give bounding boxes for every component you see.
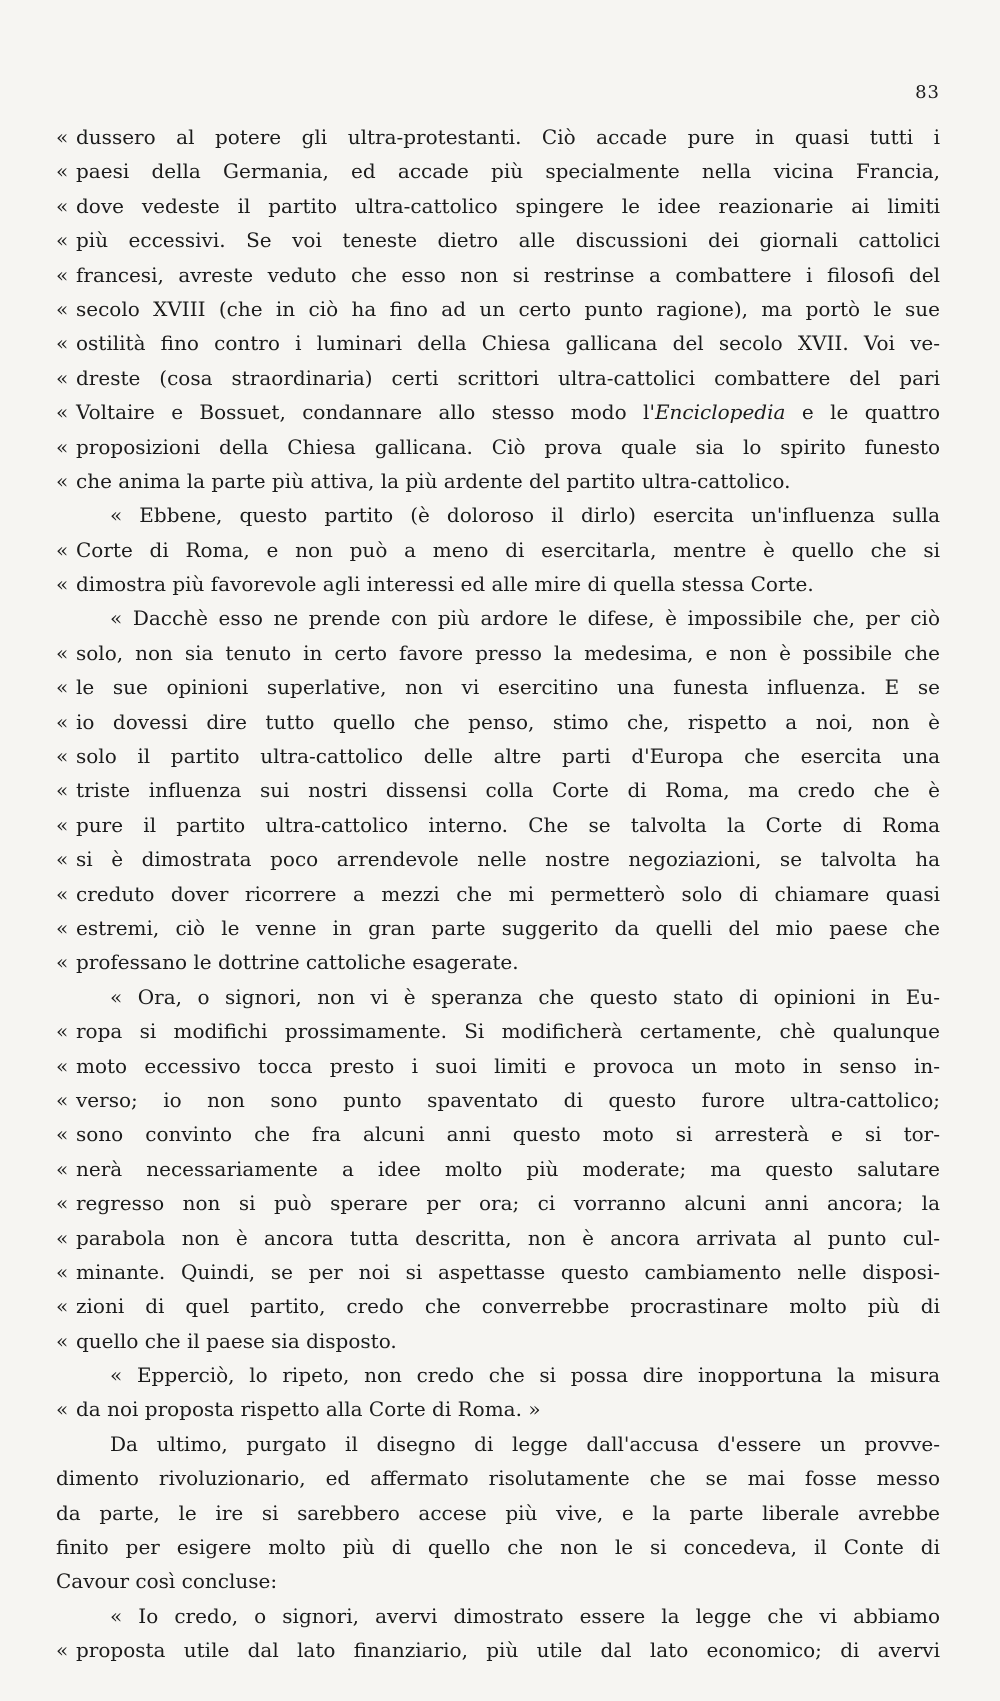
text-line <box>0 223 1000 257</box>
quote-mark: « <box>56 365 69 390</box>
text-line <box>0 361 1000 395</box>
line-text: creduto dover ricorrere a mezzi che mi permetterò solo di chiamare quasi <box>76 881 940 906</box>
text-line <box>0 1427 1000 1461</box>
quote-mark: « <box>56 812 69 837</box>
line-text: solo, non sia tenuto in certo favore presso la medesima, e non è possibile che <box>76 640 940 665</box>
quote-mark: « <box>56 1259 69 1284</box>
text-line <box>0 1255 1000 1289</box>
quote-mark: « <box>56 778 69 803</box>
line-text: più eccessivi. Se voi teneste dietro alle discussioni dei giornali cattolici <box>76 228 940 253</box>
quote-mark: « <box>56 847 69 872</box>
line-text: dove vedeste il partito ultra-cattolico spingere le idee reazionarie ai limiti <box>76 193 940 218</box>
line-text-part: e le quattro <box>785 400 940 425</box>
text-line <box>0 292 1000 326</box>
quote-mark: « <box>56 1225 69 1250</box>
quote-mark: « <box>56 1156 69 1181</box>
quote-mark: « <box>56 1087 69 1112</box>
line-text: proposizioni della Chiesa gallicana. Ciò prova quale sia lo spirito funesto <box>76 434 940 459</box>
line-text: « Ebbene, questo partito (è doloroso il dirlo) esercita un'influenza sulla <box>110 503 940 528</box>
line-text: quello che il paese sia disposto. <box>76 1328 397 1353</box>
text-line <box>0 1461 1000 1495</box>
line-text: « Ora, o signori, non vi è speranza che questo stato di opinioni in Eu- <box>110 984 940 1009</box>
quote-mark: « <box>56 331 69 356</box>
line-text: francesi, avreste veduto che esso non si restrinse a combattere i filosofi del <box>76 262 940 287</box>
quote-mark: « <box>56 1053 69 1078</box>
line-text: pure il partito ultra-cattolico interno. Che se talvolta la Corte di Roma <box>76 812 940 837</box>
text-line <box>0 1221 1000 1255</box>
line-text: dimento rivoluzionario, ed affermato risolutamente che se mai fosse messo <box>56 1466 940 1491</box>
quote-mark: « <box>56 1122 69 1147</box>
text-line <box>0 670 1000 704</box>
quote-mark: « <box>56 950 69 975</box>
line-text: « Dacchè esso ne prende con più ardore le difese, è impossibile che, per ciò <box>110 606 940 631</box>
line-text <box>76 395 940 429</box>
line-text: finito per esigere molto più di quello che non le si concedeva, il Conte di <box>56 1535 940 1560</box>
line-text: che anima la parte più attiva, la più ardente del partito ultra-cattolico. <box>76 468 791 493</box>
body-text <box>0 120 1000 1668</box>
line-text: regresso non si può sperare per ora; ci vorranno alcuni anni ancora; la <box>76 1191 940 1216</box>
line-text: parabola non è ancora tutta descritta, non è ancora arrivata al punto cul- <box>76 1225 940 1250</box>
quote-mark: « <box>56 125 69 149</box>
text-line <box>0 1049 1000 1083</box>
line-text: moto eccessivo tocca presto i suoi limiti e provoca un moto in senso in- <box>76 1053 940 1078</box>
text-line <box>0 533 1000 567</box>
text-line <box>0 326 1000 360</box>
line-text: « Epperciò, lo ripeto, non credo che si possa dire inopportuna la misura <box>110 1363 940 1388</box>
text-line <box>0 739 1000 773</box>
text-line <box>0 1564 1000 1598</box>
line-text: paesi della Germania, ed accade più specialmente nella vicina Francia, <box>76 159 940 184</box>
line-text: da parte, le ire si sarebbero accese più vive, e la parte liberale avrebbe <box>56 1500 940 1525</box>
text-line <box>0 120 1000 154</box>
italic-title: Enciclopedia <box>654 400 786 425</box>
text-line <box>0 1083 1000 1117</box>
line-text: proposta utile dal lato finanziario, più utile dal lato economico; di avervi <box>76 1638 940 1663</box>
line-text: professano le dottrine cattoliche esagerate. <box>76 950 519 975</box>
quote-mark: « <box>56 1019 69 1044</box>
text-line <box>0 1324 1000 1358</box>
text-line <box>0 980 1000 1014</box>
line-text: da noi proposta rispetto alla Corte di Roma. » <box>76 1397 541 1422</box>
quote-mark: « <box>56 744 69 769</box>
text-line <box>0 395 1000 429</box>
text-line <box>0 911 1000 945</box>
text-line <box>0 1392 1000 1426</box>
text-line <box>0 464 1000 498</box>
quote-mark: « <box>56 193 69 218</box>
quote-mark: « <box>56 1328 69 1353</box>
line-text: ostilità fino contro i luminari della Chiesa gallicana del secolo XVII. Voi ve- <box>76 331 940 356</box>
line-text: solo il partito ultra-cattolico delle altre parti d'Europa che esercita una <box>76 744 940 769</box>
text-line <box>0 636 1000 670</box>
quote-mark: « <box>56 881 69 906</box>
quote-mark: « <box>56 640 69 665</box>
quote-mark: « <box>56 675 69 700</box>
line-text: io dovessi dire tutto quello che penso, stimo che, rispetto a noi, non è <box>76 709 940 734</box>
line-text: dreste (cosa straordinaria) certi scrittori ultra-cattolici combattere del pari <box>76 365 940 390</box>
line-text: triste influenza sui nostri dissensi colla Corte di Roma, ma credo che è <box>76 778 940 803</box>
line-text: minante. Quindi, se per noi si aspettasse questo cambiamento nelle disposi- <box>76 1259 940 1284</box>
text-line <box>0 1186 1000 1220</box>
quote-mark: « <box>56 915 69 940</box>
text-line <box>0 258 1000 292</box>
line-text: le sue opinioni superlative, non vi esercitino una funesta influenza. E se <box>76 675 940 700</box>
text-line <box>0 1117 1000 1151</box>
line-text: estremi, ciò le venne in gran parte suggerito da quelli del mio paese che <box>76 915 940 940</box>
text-line <box>0 808 1000 842</box>
text-line <box>0 1633 1000 1667</box>
text-line <box>0 430 1000 464</box>
quote-mark: « <box>56 1191 69 1216</box>
quote-mark: « <box>56 537 69 562</box>
line-text: dimostra più favorevole agli interessi ed alle mire di quella stessa Corte. <box>76 572 814 597</box>
text-line <box>0 1152 1000 1186</box>
quote-mark: « <box>56 434 69 459</box>
quote-mark: « <box>56 1294 69 1319</box>
line-text-part: Voltaire e Bossuet, condannare allo stesso modo l' <box>76 400 655 425</box>
line-text: nerà necessariamente a idee molto più moderate; ma questo salutare <box>76 1156 940 1181</box>
quote-mark: « <box>56 262 69 287</box>
line-text: ropa si modifichi prossimamente. Si modificherà certamente, chè qualunque <box>76 1019 940 1044</box>
text-line <box>0 877 1000 911</box>
text-line <box>0 189 1000 223</box>
text-line <box>0 1289 1000 1323</box>
line-text: dussero al potere gli ultra-protestanti. Ciò accade pure in quasi tutti i <box>76 125 940 149</box>
line-text: secolo XVIII (che in ciò ha fino ad un certo punto ragione), ma portò le sue <box>76 296 940 321</box>
line-text: « Io credo, o signori, avervi dimostrato essere la legge che vi abbiamo <box>110 1603 940 1628</box>
quote-mark: « <box>56 400 69 425</box>
text-line <box>0 1014 1000 1048</box>
text-line <box>0 842 1000 876</box>
text-line <box>0 705 1000 739</box>
text-line <box>0 773 1000 807</box>
text-line <box>0 1358 1000 1392</box>
line-text: Da ultimo, purgato il disegno di legge dall'accusa d'essere un provve- <box>110 1431 940 1456</box>
line-text: zioni di quel partito, credo che converrebbe procrastinare molto più di <box>76 1294 940 1319</box>
quote-mark: « <box>56 709 69 734</box>
line-text: verso; io non sono punto spaventato di questo furore ultra-cattolico; <box>76 1087 940 1112</box>
line-text: Cavour così concluse: <box>56 1569 278 1594</box>
line-text: sono convinto che fra alcuni anni questo moto si arresterà e si tor- <box>76 1122 940 1147</box>
page-number: 83 <box>915 82 940 103</box>
quote-mark: « <box>56 1638 69 1663</box>
text-line <box>0 1530 1000 1564</box>
quote-mark: « <box>56 228 69 253</box>
quote-mark: « <box>56 296 69 321</box>
text-line <box>0 567 1000 601</box>
quote-mark: « <box>56 468 69 493</box>
text-line <box>0 498 1000 532</box>
quote-mark: « <box>56 572 69 597</box>
text-line <box>0 1599 1000 1633</box>
text-line <box>0 601 1000 635</box>
text-line <box>0 1496 1000 1530</box>
text-line <box>0 154 1000 188</box>
line-text: Corte di Roma, e non può a meno di esercitarla, mentre è quello che si <box>76 537 940 562</box>
quote-mark: « <box>56 1397 69 1422</box>
text-line <box>0 945 1000 979</box>
quote-mark: « <box>56 159 69 184</box>
line-text: si è dimostrata poco arrendevole nelle nostre negoziazioni, se talvolta ha <box>76 847 940 872</box>
